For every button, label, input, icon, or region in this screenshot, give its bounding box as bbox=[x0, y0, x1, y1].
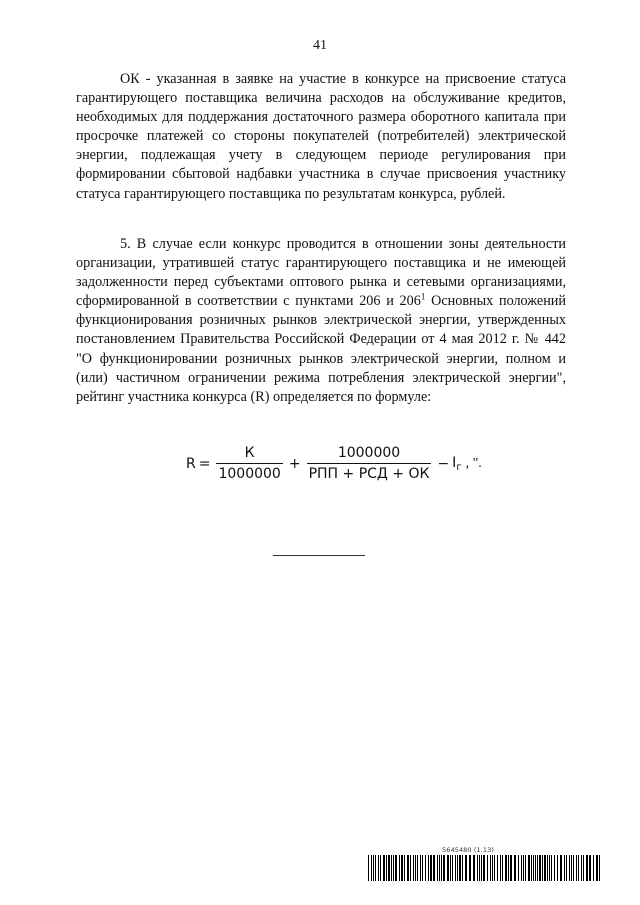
fraction-1-numerator: К bbox=[244, 445, 255, 461]
paragraph-item-5-text-cont: Основных положений функционирования розничных рынков электрической энергии, утвержденных постановлением Правительства Российской Федерации от 4 мая 2012 г. № 442 "О функционировании розничных рынков электрической энергии, полном и (или) частичном ограничении режима потребления электрической энергии", рейтинг участника конкурса (R) определяется по формуле: bbox=[76, 293, 566, 405]
formula-term-symbol: I bbox=[452, 454, 457, 471]
end-rule-divider bbox=[273, 555, 365, 556]
superscript-one: 1 bbox=[420, 291, 426, 302]
formula-lhs: R bbox=[186, 455, 196, 472]
formula-tail: , ". bbox=[465, 455, 482, 471]
formula-term bbox=[452, 455, 461, 473]
barcode-label: 5645480 (1.13) bbox=[442, 846, 494, 854]
formula-fraction-1 bbox=[216, 445, 282, 482]
formula-plus: + bbox=[288, 455, 301, 472]
formula-minus: − bbox=[437, 455, 450, 472]
formula-fraction-2 bbox=[307, 445, 432, 482]
paragraph-ok-definition: ОК - указанная в заявке на участие в конкурсе на присвоение статуса гарантирующего поставщика величина расходов на обслуживание кредитов, необходимых для поддержания достаточного размера оборотного капитала при просрочке платежей со стороны покупателей (потребителей) электрической энергии, подлежащая учету в следующем периоде регулирования при формировании сбытовой надбавки участника в случае присвоения участнику статуса гарантирующего поставщика по результатам конкурса, рублей. bbox=[76, 71, 566, 202]
paragraph-item-5 bbox=[76, 235, 566, 407]
formula-equals: = bbox=[198, 455, 211, 472]
barcode bbox=[368, 855, 600, 881]
fraction-2-numerator: 1000000 bbox=[337, 445, 401, 461]
formula-term-subscript: г bbox=[456, 461, 462, 473]
page-number: 41 bbox=[313, 38, 327, 53]
rating-formula bbox=[186, 445, 482, 482]
fraction-1-denominator: 1000000 bbox=[216, 463, 282, 482]
paragraph-item-5-text: 5. В случае если конкурс проводится в отношении зоны деятельности организации, утратившей статус гарантирующего поставщика и не имеющей задолженности перед субъектами оптового рынка и сетевыми организациями, сформированной в соответствии с пунктами 206 и 206 bbox=[76, 236, 566, 310]
fraction-2-denominator: РПП + РСД + ОК bbox=[307, 463, 432, 482]
